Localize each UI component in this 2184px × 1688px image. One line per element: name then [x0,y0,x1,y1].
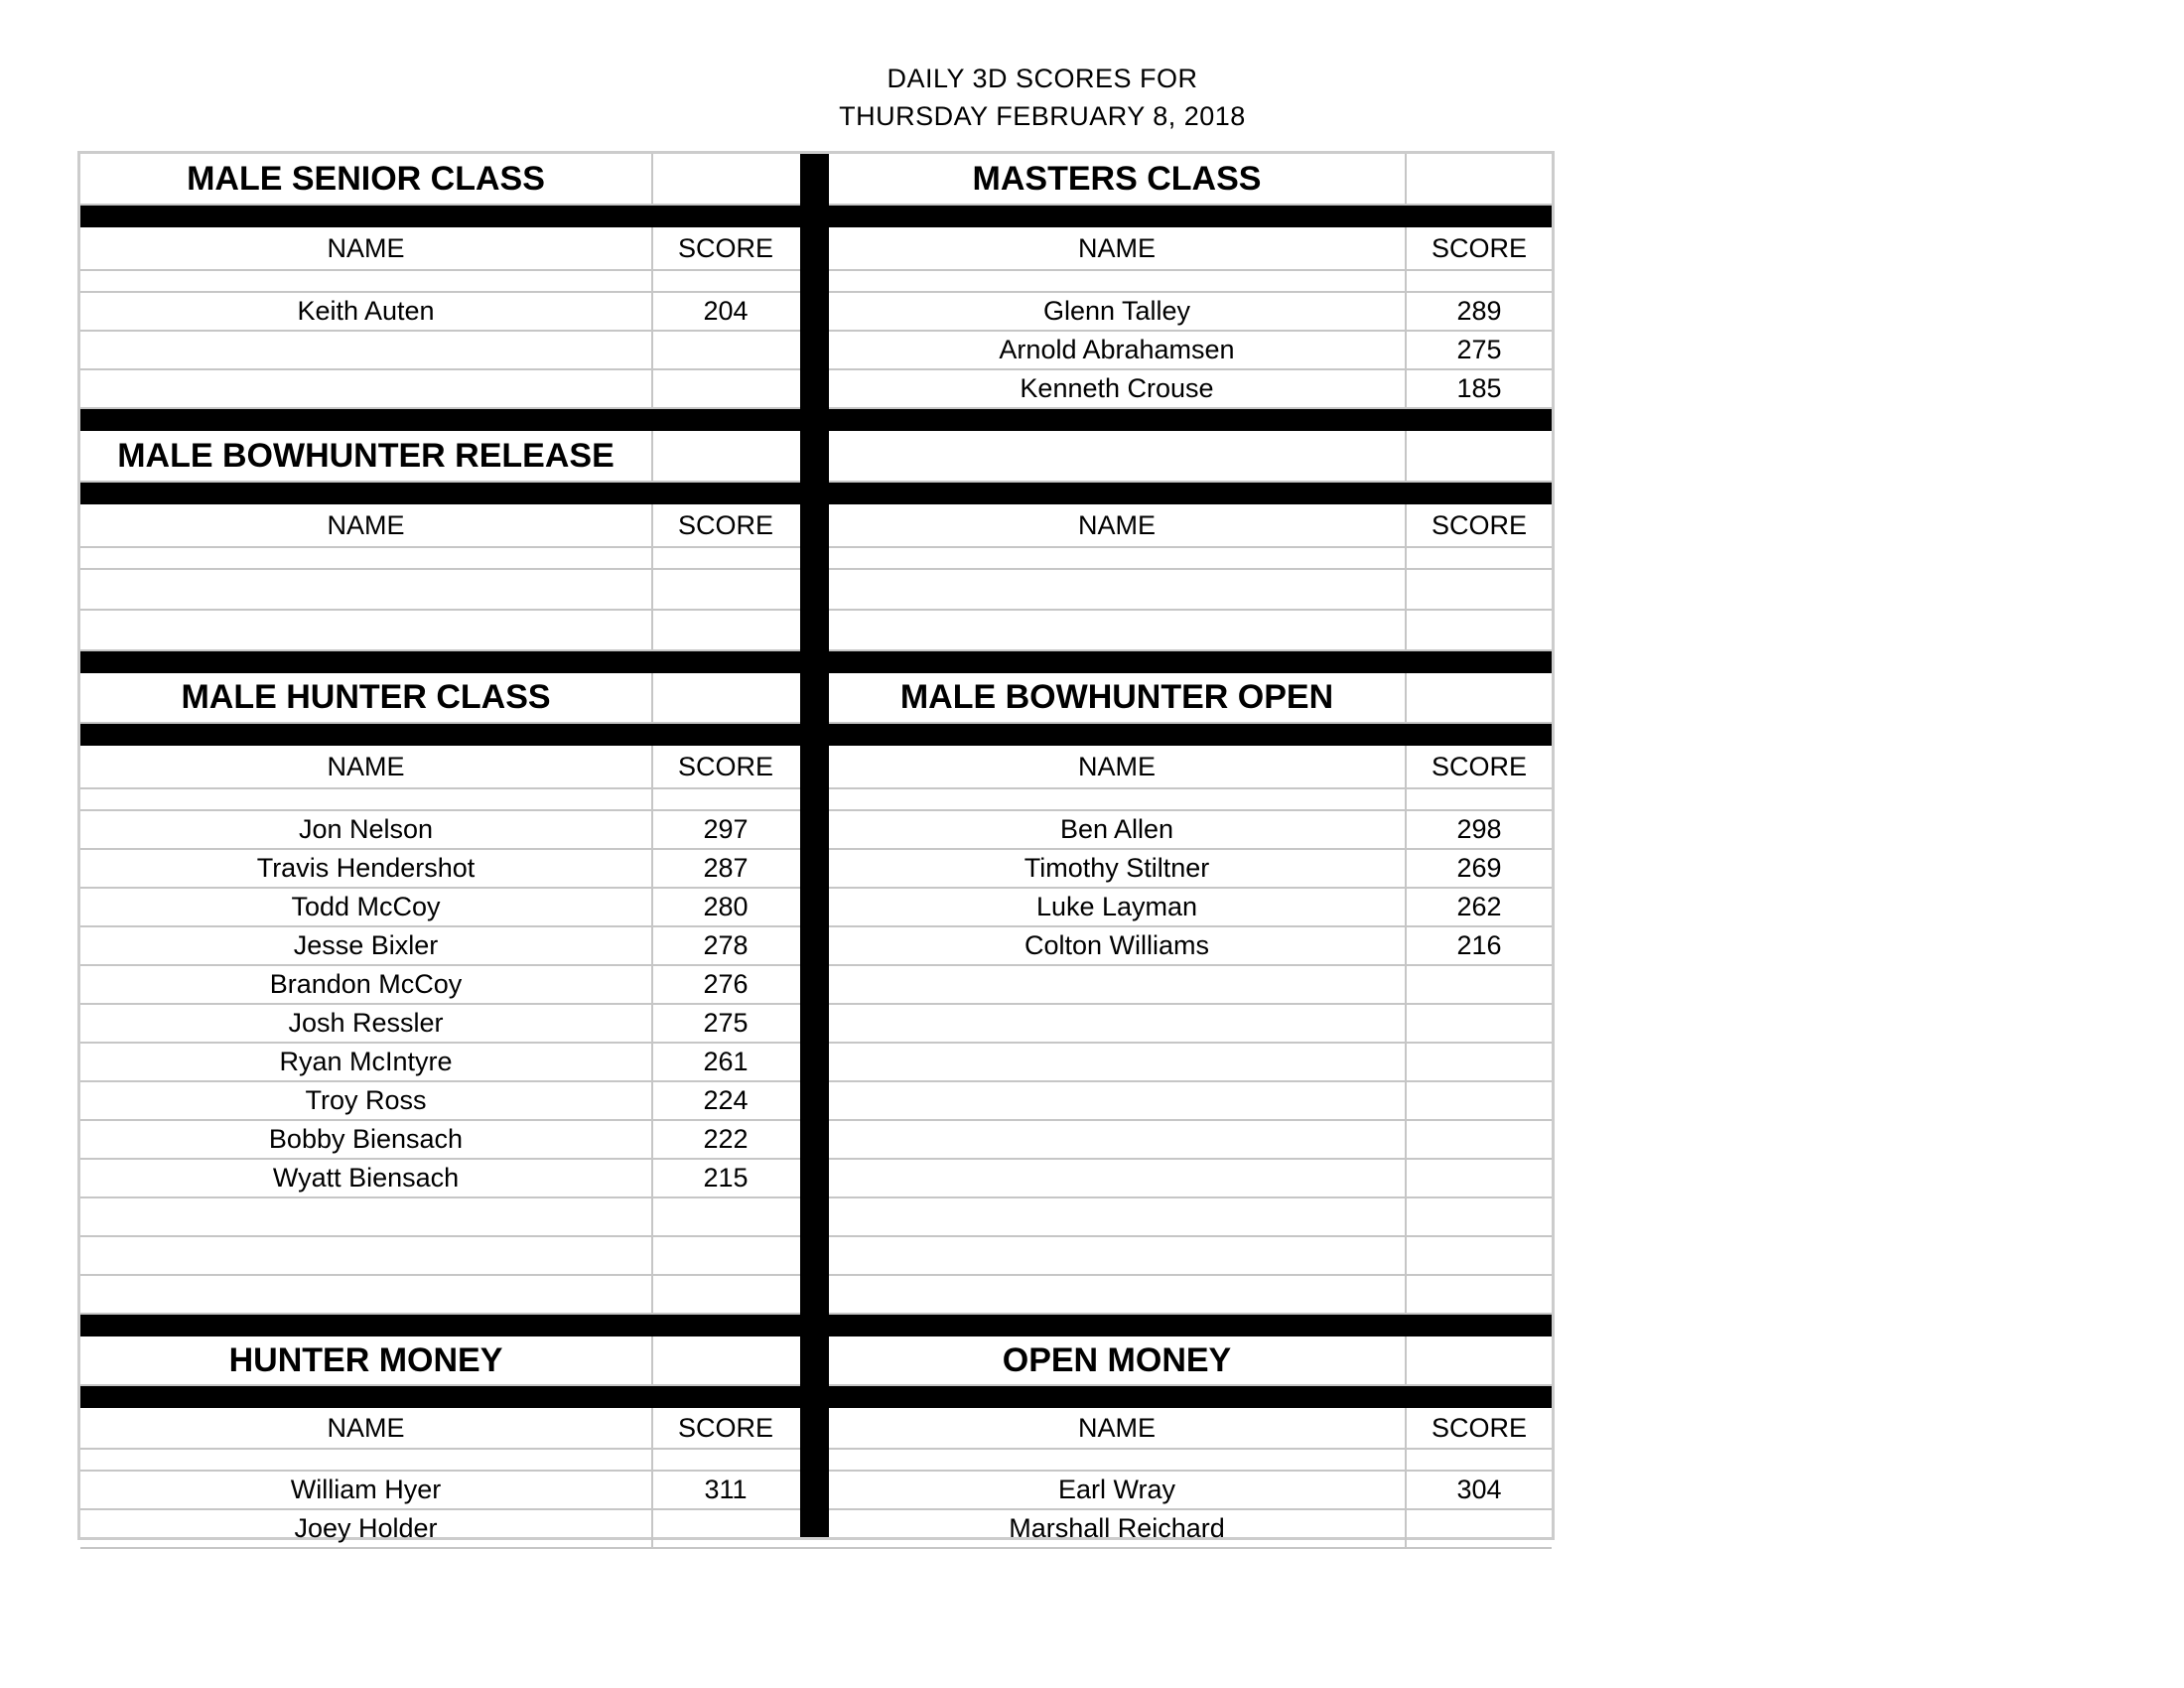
empty-cell [1407,1450,1552,1470]
archer-score [1407,1160,1552,1196]
empty-cell [1407,431,1552,481]
score-column-header: SCORE [1431,751,1528,781]
archer-score: 261 [703,1047,749,1076]
center-divider [800,154,829,1537]
archer-score: 280 [703,892,749,921]
name-column-header: NAME [829,1408,1407,1448]
archer-name: Kenneth Crouse [829,370,1407,407]
archer-score: 224 [703,1085,749,1115]
section-title: HUNTER MONEY [80,1336,653,1384]
score-column-header: SCORE [677,232,774,263]
score-column-header: SCORE [677,1412,774,1443]
archer-name: Joey Holder [80,1510,653,1547]
section-title: MALE BOWHUNTER OPEN [829,673,1407,722]
score-column-header: SCORE [677,751,774,781]
archer-name [80,1276,653,1313]
archer-score [1407,1121,1552,1158]
archer-score: 262 [1456,892,1502,921]
score-column-header: SCORE [677,509,774,540]
empty-cell [1407,548,1552,568]
archer-name: Luke Layman [829,889,1407,925]
archer-name: Josh Ressler [80,1005,653,1042]
archer-name [829,1160,1407,1196]
archer-name [829,1198,1407,1235]
archer-name: Jon Nelson [80,811,653,848]
archer-name [80,370,653,407]
score-column-header: SCORE [1431,1412,1528,1443]
archer-name: Arnold Abrahamsen [829,332,1407,368]
archer-name: Wyatt Biensach [80,1160,653,1196]
archer-score: 289 [1456,296,1502,326]
empty-cell [829,1450,1407,1470]
archer-score [653,570,798,609]
archer-name [829,1082,1407,1119]
name-column-header: NAME [80,504,653,546]
archer-name: Ben Allen [829,811,1407,848]
archer-score: 269 [1456,853,1502,883]
archer-name: Keith Auten [80,293,653,330]
scores-sheet [77,151,1555,1543]
archer-score [653,332,798,368]
archer-name: Troy Ross [80,1082,653,1119]
archer-score [1407,966,1552,1003]
archer-name: Jesse Bixler [80,927,653,964]
empty-cell [653,1336,798,1384]
archer-score: 185 [1456,373,1502,403]
empty-cell [80,548,653,568]
archer-score: 204 [703,296,749,326]
archer-score: 275 [703,1008,749,1038]
section-title: MALE SENIOR CLASS [80,154,653,204]
name-column-header: NAME [80,1408,653,1448]
empty-cell [653,673,798,722]
archer-score [653,1237,798,1274]
archer-name [829,1121,1407,1158]
archer-score [653,1276,798,1313]
score-column-header: SCORE [1431,509,1528,540]
name-column-header: NAME [829,504,1407,546]
empty-cell [1407,789,1552,809]
empty-cell [829,789,1407,809]
archer-score [1407,1237,1552,1274]
archer-score [1407,1276,1552,1313]
archer-score [1407,611,1552,649]
archer-name: Earl Wray [829,1472,1407,1508]
archer-name [80,611,653,649]
empty-cell [80,271,653,291]
archer-score [1407,1082,1552,1119]
archer-score [653,370,798,407]
archer-score: 297 [703,814,749,844]
archer-name [829,611,1407,649]
archer-name [829,570,1407,609]
archer-score: 304 [1456,1475,1502,1504]
page-title-line-2: THURSDAY FEBRUARY 8, 2018 [839,101,1246,131]
name-column-header: NAME [829,227,1407,269]
archer-score [653,1198,798,1235]
archer-name [80,570,653,609]
archer-score [1407,1005,1552,1042]
name-column-header: NAME [80,746,653,787]
section-title: MASTERS CLASS [829,154,1407,204]
archer-name: Brandon McCoy [80,966,653,1003]
empty-cell [1407,154,1552,204]
empty-cell [653,789,798,809]
archer-name: Timothy Stiltner [829,850,1407,887]
archer-name: Colton Williams [829,927,1407,964]
archer-name: Ryan McIntyre [80,1044,653,1080]
archer-name [829,1044,1407,1080]
name-column-header: NAME [80,227,653,269]
archer-score: 276 [703,969,749,999]
page-title-line-1: DAILY 3D SCORES FOR [887,64,1198,93]
archer-score: 278 [703,930,749,960]
archer-name [829,966,1407,1003]
archer-name: Glenn Talley [829,293,1407,330]
empty-cell [80,789,653,809]
archer-name [829,1237,1407,1274]
archer-score [1407,1198,1552,1235]
archer-name: William Hyer [80,1472,653,1508]
archer-name [829,1276,1407,1313]
section-title: MALE BOWHUNTER RELEASE [80,431,653,481]
archer-score [1407,1044,1552,1080]
archer-score [1407,570,1552,609]
archer-score [1407,1510,1552,1547]
empty-cell [829,548,1407,568]
empty-cell [653,1450,798,1470]
archer-name: Travis Hendershot [80,850,653,887]
archer-score: 216 [1456,930,1502,960]
name-column-header: NAME [829,746,1407,787]
archer-score [653,611,798,649]
archer-name [80,332,653,368]
archer-name: Todd McCoy [80,889,653,925]
archer-score: 287 [703,853,749,883]
empty-cell [653,548,798,568]
section-title: OPEN MONEY [829,1336,1407,1384]
archer-score: 275 [1456,335,1502,364]
empty-cell [653,431,798,481]
archer-score: 215 [703,1163,749,1193]
empty-cell [1407,673,1552,722]
archer-score [653,1510,798,1547]
empty-cell [829,271,1407,291]
empty-cell [1407,1336,1552,1384]
archer-score: 222 [703,1124,749,1154]
archer-name: Bobby Biensach [80,1121,653,1158]
empty-cell [653,154,798,204]
archer-name [80,1198,653,1235]
archer-name: Marshall Reichard [829,1510,1407,1547]
archer-score: 311 [704,1475,748,1504]
empty-cell [653,271,798,291]
archer-score: 298 [1456,814,1502,844]
section-title: MALE HUNTER CLASS [80,673,653,722]
section-title [829,431,1407,481]
archer-name [80,1237,653,1274]
archer-name [829,1005,1407,1042]
empty-cell [80,1450,653,1470]
empty-cell [1407,271,1552,291]
score-column-header: SCORE [1431,232,1528,263]
